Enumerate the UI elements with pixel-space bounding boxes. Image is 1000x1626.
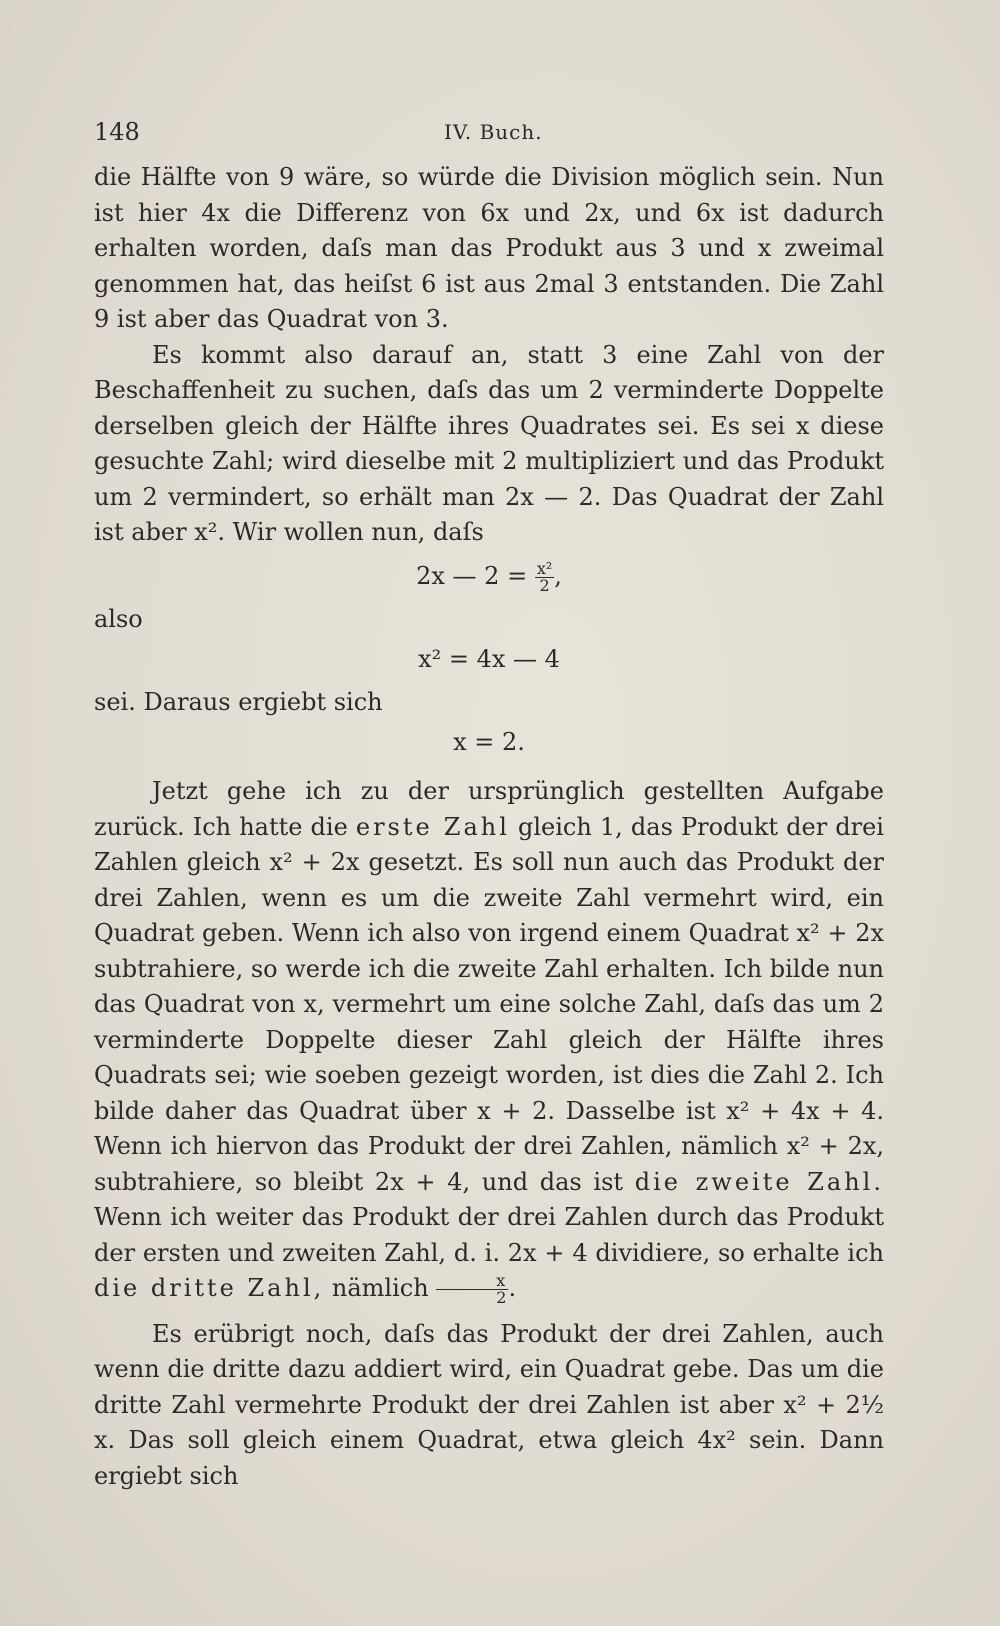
page-number: 148 [94, 118, 140, 146]
paragraph-3-frac-den: 2 [496, 1288, 507, 1307]
paragraph-3-frac-num: x [436, 1273, 508, 1290]
also-label: also [94, 605, 143, 633]
equation-1 [94, 559, 884, 595]
paragraph-3-part-c: Wenn ich weiter das Produkt der drei Zahlen durch das Produkt der ersten und zweiten Zahl, d. i. 2x + 4 dividiere, so erhalte ich [94, 1203, 884, 1267]
equation-1-numerator: x² [536, 558, 553, 578]
paragraph-3-spaced-3: die dritte Zahl, [94, 1274, 325, 1302]
paragraph-3-part-b: gleich 1, das Produkt der drei Zahlen gleich x² + 2x gesetzt. Es soll nun auch das Produkt der drei Zahlen, wenn es um die zweite Zahl vermehrt wird, ein Quadrat geben. Wenn ich also von irgend einem Quadrat x² + 2x subtrahiere, so werde ich die zweite Zahl erhalten. Ich bilde nun das Quadrat von x, vermehrt um eine solche Zahl, daſs das um 2 verminderte Doppelte dieser Zahl gleich der Hälfte ihres Quadrats sei; wie soeben gezeigt worden, ist dies die Zahl 2. Ich bilde daher das Quadrat über x + 2. Dasselbe ist x² + 4x + 4. Wenn ich hiervon das Produkt der drei Zahlen, nämlich x² + 2x, subtrahiere, so bleibt 2x + 4, und das ist [94, 812, 884, 1196]
equation-1-tail: , [554, 561, 562, 590]
paragraph-3-part-d: nämlich [324, 1274, 437, 1302]
equation-3: x = 2. [453, 727, 525, 756]
equation-1-denominator: 2 [539, 575, 550, 595]
paragraph-2: Es kommt also darauf an, statt 3 eine Zahl von der Beschaffenheit zu suchen, daſs das um 2 verminderte Doppelte derselben gleich der Hälfte ihres Quadrates sei. Es sei x diese gesuchte Zahl; wird dieselbe mit 2 multipliziert und das Produkt um 2 vermindert, so erhält man 2x — 2. Das Quadrat der Zahl ist aber x². Wir wollen nun, daſs [94, 340, 884, 546]
equation-2: x² = 4x — 4 [418, 644, 560, 673]
equation-1-fraction [535, 558, 554, 595]
paragraph-3-spaced-2: die zweite Zahl. [634, 1167, 884, 1196]
paragraph-4: Es erübrigt noch, daſs das Produkt der drei Zahlen, auch wenn die dritte dazu addiert wird, ein Quadrat gebe. Das um die dritte Zahl vermehrte Produkt der drei Zahlen ist aber x² + 2½ x. Das soll gleich einem Quadrat, etwa gleich 4x² sein. Dann ergiebt sich [94, 1319, 884, 1490]
running-head: IV. Buch. [444, 120, 543, 144]
paragraph-3-fraction [436, 1273, 508, 1306]
paragraph-3-spaced-1: erste Zahl [355, 812, 510, 841]
paragraph-3-end: . [508, 1274, 517, 1302]
equation-1-lhs: 2x — 2 = [416, 561, 535, 590]
page-body [94, 160, 884, 1494]
sei-line: sei. Daraus ergiebt sich [94, 688, 383, 716]
paragraph-3-part-a: Jetzt gehe ich zu der ursprünglich gestellten Aufgabe zurück. Ich hatte die [94, 777, 884, 841]
paragraph-3 [94, 774, 884, 1307]
paragraph-1: die Hälfte von 9 wäre, so würde die Division möglich sein. Nun ist hier 4x die Differenz von 6x und 2x, und 6x ist dadurch erhalten worden, daſs man das Produkt aus 3 und x zweimal genommen hat, das heiſst 6 ist aus 2mal 3 entstanden. Die Zahl 9 ist aber das Quadrat von 3. [94, 163, 884, 333]
